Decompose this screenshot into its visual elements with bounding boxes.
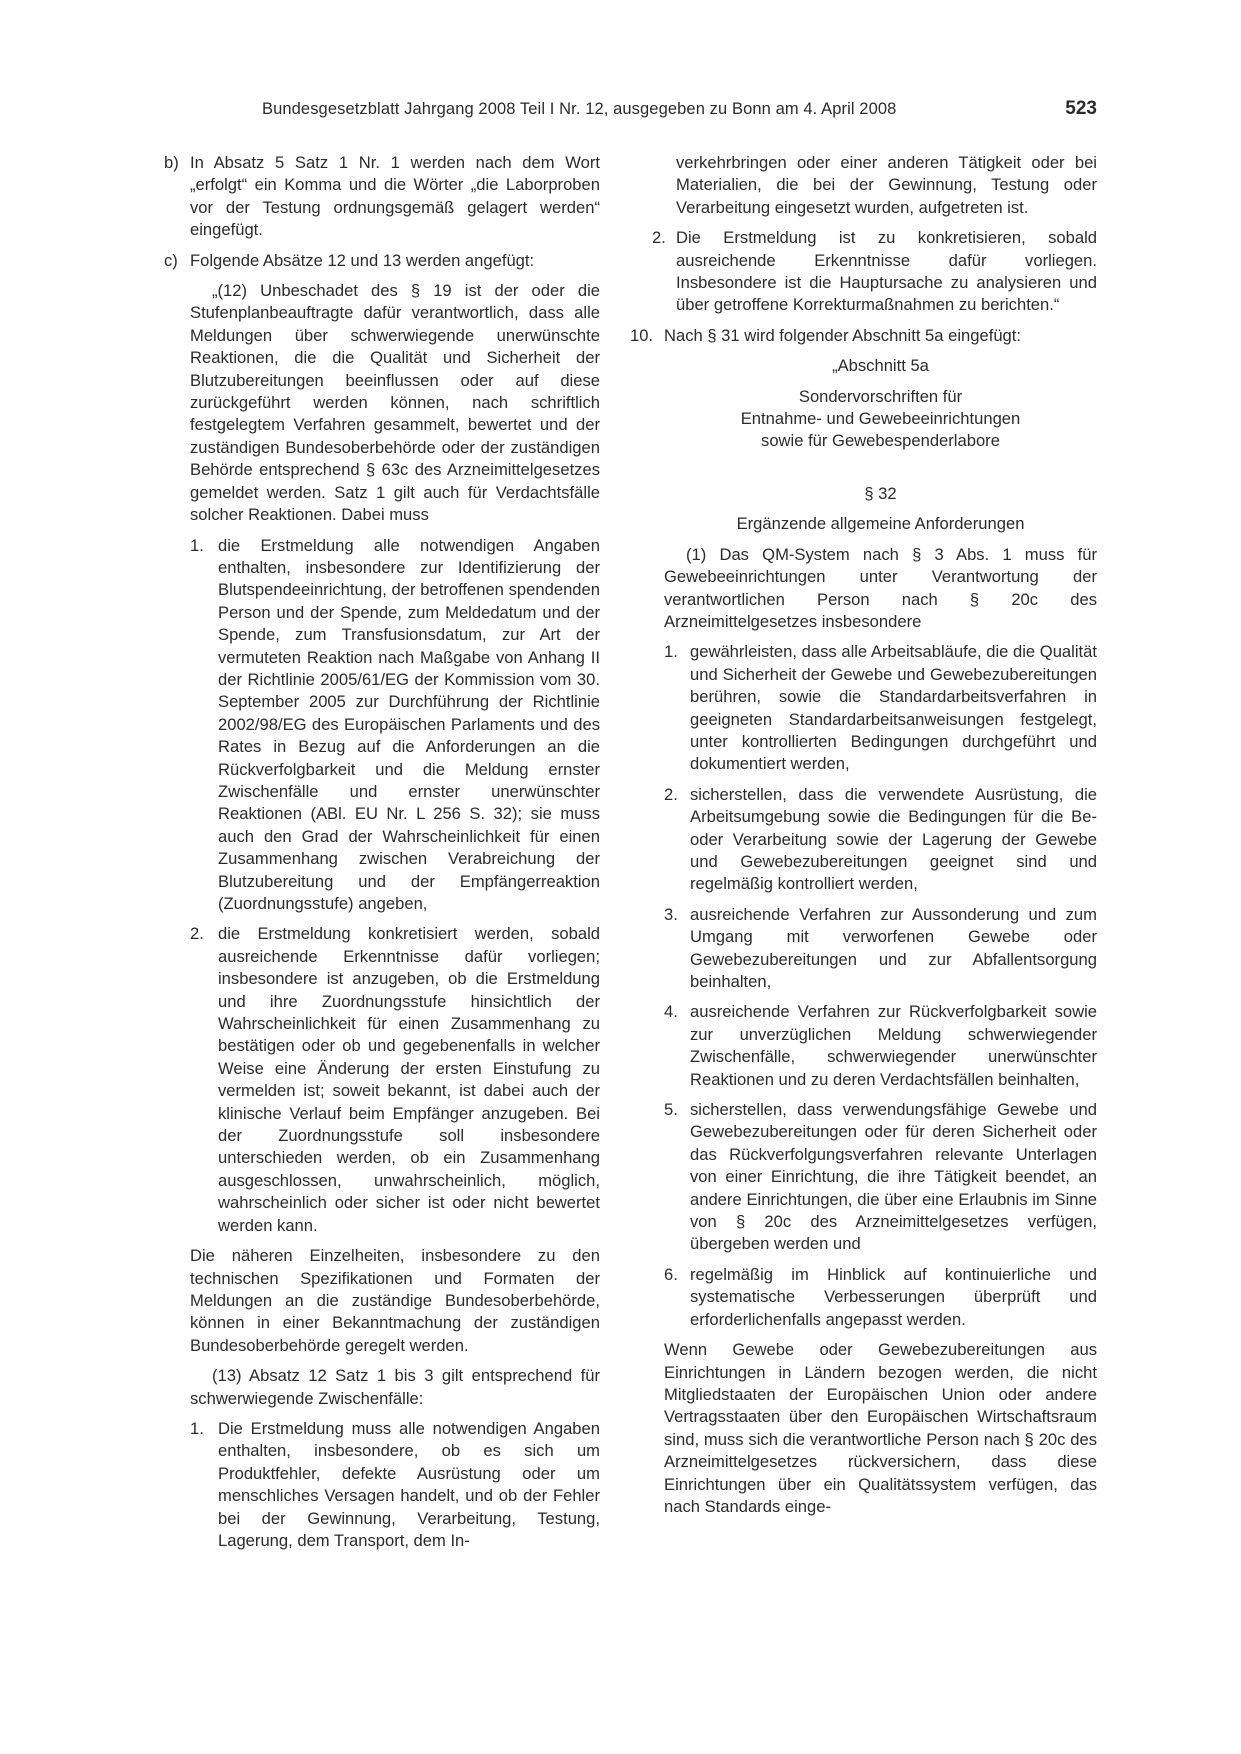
list-item-text: regelmäßig im Hinblick auf kontinuierliche und systematische Verbesserungen überprüft und erforderlichenfalls angepasst werden. (690, 1264, 1097, 1329)
list-item-number: 3. (664, 904, 678, 924)
item-c-text: Folgende Absätze 12 und 13 werden angefügt: (190, 250, 535, 270)
list-item-number: 1. (190, 1418, 204, 1438)
page-header (262, 100, 1097, 126)
list-item (190, 535, 600, 916)
right-column (630, 152, 1097, 1518)
list-item-text: die Erstmeldung alle notwendigen Angaben enthalten, insbesondere zur Identifizierung der Blutspendeeinrichtung, der betroffenen spendenden Person und der Spende, zum Meldedatum und der Spende, zum Transfusionsdatum, zur Art der vermuteten Reaktion nach Maßgabe von Anhang II der Richtlinie 2005/61/EG der Kommission vom 30. September 2005 zur Durchführung der Richtlinie 2002/98/EG des Europäischen Parlaments und des Rates in Bezug auf die Anforderungen an die Rückverfolgbarkeit und die Meldung ernster Zwischenfälle und ernster unerwünschter Reaktionen (ABl. EU Nr. L 256 S. 32); sie muss auch den Grad der Wahrscheinlichkeit für einen Zusammenhang zwischen Verabreichung der Blutzubereitung und der Empfängerreaktion (Zuordnungsstufe) angeben, (218, 535, 600, 913)
list-item-text: ausreichende Verfahren zur Aussonderung und zum Umgang mit verworfenen Gewebe oder Gewebezubereitungen und zur Abfallentsorgung beinhalten, (690, 904, 1097, 991)
item-c-label: c) (164, 250, 178, 270)
list-item (190, 923, 600, 1237)
list-item-number: 2. (190, 924, 204, 944)
list-item-text: sicherstellen, dass verwendungsfähige Gewebe und Gewebezubereitungen oder für deren Sicherheit oder das Rückverfolgungsverfahren relevante Unterlagen von einer Einrichtung, die ihre Tätigkeit beendet, an andere Einrichtungen, die über eine Erlaubnis im Sinne von § 20c des Arzneimittelgesetzes verfügen, übergeben werden und (690, 1100, 1097, 1254)
abschnitt-title-line: Entnahme- und Gewebeeinrichtungen (740, 409, 1021, 429)
left-column (164, 152, 600, 1560)
list-item-number: 2. (664, 784, 678, 804)
list-item (664, 1099, 1097, 1256)
item-10 (630, 325, 1097, 347)
item-10-text: Nach § 31 wird folgender Abschnitt 5a eingefügt: (664, 325, 1022, 345)
item-10-number: 10. (630, 325, 654, 345)
list-item-number: 1. (190, 535, 204, 555)
abschnitt-title-line: sowie für Gewebespenderlabore (761, 431, 1000, 451)
list-item-continuation: verkehrbringen oder einer anderen Tätigkeit oder bei Materialien, die bei der Gewinnung, Testung oder Verarbeitung eingesetzt wurden, aufgetreten ist. (676, 153, 1097, 217)
list-item-text: gewährleisten, dass alle Arbeitsabläufe, die die Qualität und Sicherheit der Gewebe und Gewebezubereitungen berühren, sowie die Standardarbeitsverfahren in geeigneten Standardarbeitsanweisungen festgelegt, unter kontrollierten Bedingungen durchgeführt und dokumentiert werden, (690, 642, 1097, 774)
item-b-label: b) (164, 153, 179, 172)
paragraph-1: (1) Das QM-System nach § 3 Abs. 1 muss für Gewebeeinrichtungen unter Verantwortung der verantwortlichen Person nach § 20c des Arzneimittelgesetzes insbesondere (664, 544, 1097, 631)
list-item (664, 1001, 1097, 1091)
list-item (190, 1418, 600, 1552)
section-number: § 32 (864, 483, 897, 503)
list-item-number: 4. (664, 1002, 678, 1022)
list-item (664, 1264, 1097, 1331)
inserted-section (630, 355, 1097, 1518)
quoted-paragraphs (164, 280, 600, 1552)
paragraph-12: „(12) Unbeschadet des § 19 ist der oder die Stufenplanbeauftragte dafür verantwortlich, dass alle Meldungen über schwerwiegende unerwünschte Reaktionen, die die Qualität und Sicherheit der Blutzubereitungen beeinflussen oder auf diese zurückgeführt werden können, nach schriftlich festgelegtem Verfahren gesammelt, bewertet und der zuständigen Bundesoberbehörde oder der zuständigen Behörde entsprechend § 63c des Arzneimittelgesetzes gemeldet werden. Satz 1 gilt auch für Verdachtsfälle solcher Reaktionen. Dabei muss (190, 281, 600, 525)
list-item-text: sicherstellen, dass die verwendete Ausrüstung, die Arbeitsumgebung sowie die Bedingungen für die Be- oder Verarbeitung sowie der Lagerung der Gewebe und Gewebezubereitungen geeignet sind und regelmäßig kontrolliert werden, (690, 784, 1097, 894)
list-item-text: Die Erstmeldung muss alle notwendigen Angaben enthalten, insbesondere, ob es sich um Produktfehler, defekte Ausrüstung oder um menschliches Versagen handelt, und ob der Fehler bei der Gewinnung, Verarbeitung, Testung, Lagerung, dem Transport, dem In- (218, 1418, 600, 1550)
list-item (664, 904, 1097, 994)
list-item (664, 641, 1097, 775)
item-b (164, 152, 600, 242)
list-item-text: Die Erstmeldung ist zu konkretisieren, sobald ausreichende Erkenntnisse dafür vorliegen. Insbesondere ist die Hauptursache zu analysieren und über getroffene Korrekturmaßnahmen zu berichten.“ (676, 228, 1097, 315)
list-item-number: 2. (652, 228, 666, 248)
list-item-number: 6. (664, 1264, 678, 1284)
abschnitt-heading: „Abschnitt 5a (832, 356, 929, 376)
list-item (664, 784, 1097, 896)
paragraph-12-tail: Die näheren Einzelheiten, insbesondere zu den technischen Spezifikationen und Formaten der Meldungen an die zuständige Bundesoberbehörde, können in einer Bekanntmachung der zuständigen Bundesoberbehörde geregelt werden. (190, 1246, 600, 1355)
list-item (630, 227, 1097, 317)
list-item-text: ausreichende Verfahren zur Rückverfolgbarkeit sowie zur unverzüglichen Meldung schwerwiegender Zwischenfälle, schwerwiegender unerwünschter Reaktionen und zu deren Verdachtsfällen beinhalten, (690, 1002, 1097, 1089)
abschnitt-title-line: Sondervorschriften für (798, 386, 963, 406)
page-number: 523 (1065, 98, 1097, 119)
list-item-number: 1. (664, 642, 678, 662)
closing-paragraph: Wenn Gewebe oder Gewebezubereitungen aus Einrichtungen in Ländern bezogen werden, die nicht Mitgliedstaaten der Europäischen Union oder andere Vertragsstaaten über den Europäischen Wirtschaftsraum sind, muss sich die verantwortliche Person nach § 20c des Arzneimittelgesetzes rückversichern, dass diese Einrichtungen über ein Qualitätssystem verfügen, das nach Standards einge- (664, 1340, 1097, 1516)
section-title: Ergänzende allgemeine Anforderungen (736, 514, 1025, 534)
paragraph-13: (13) Absatz 12 Satz 1 bis 3 gilt entsprechend für schwerwiegende Zwischenfälle: (190, 1366, 600, 1408)
list-item-number: 5. (664, 1100, 678, 1120)
list-item-text: die Erstmeldung konkretisiert werden, sobald ausreichende Erkenntnisse dafür vorliegen; insbesondere ist anzugeben, ob die Erstmeldung und ihre Zuordnungsstufe hinsichtlich der Wahrscheinlichkeit für einen Zusammenhang zu bestätigen oder ob und gegebenenfalls in welcher Weise eine Änderung der ersten Einstufung zu vermelden ist; soweit bekannt, ist dabei auch der klinische Verlauf beim Empfänger anzugeben. Bei der Zuordnungsstufe soll insbesondere unterschieden werden, ob ein Zusammenhang ausgeschlossen, unwahrscheinlich, möglich, wahrscheinlich oder sicher ist oder nicht bewertet werden kann. (218, 924, 600, 1235)
header-title: Bundesgesetzblatt Jahrgang 2008 Teil I Nr. 12, ausgegeben zu Bonn am 4. April 2008 (262, 100, 897, 118)
item-b-text: In Absatz 5 Satz 1 Nr. 1 werden nach dem Wort „erfolgt“ ein Komma und die Wörter „die Laborproben vor der Testung ordnungsgemäß gelagert werden“ eingefügt. (190, 153, 600, 240)
item-c (164, 250, 600, 272)
